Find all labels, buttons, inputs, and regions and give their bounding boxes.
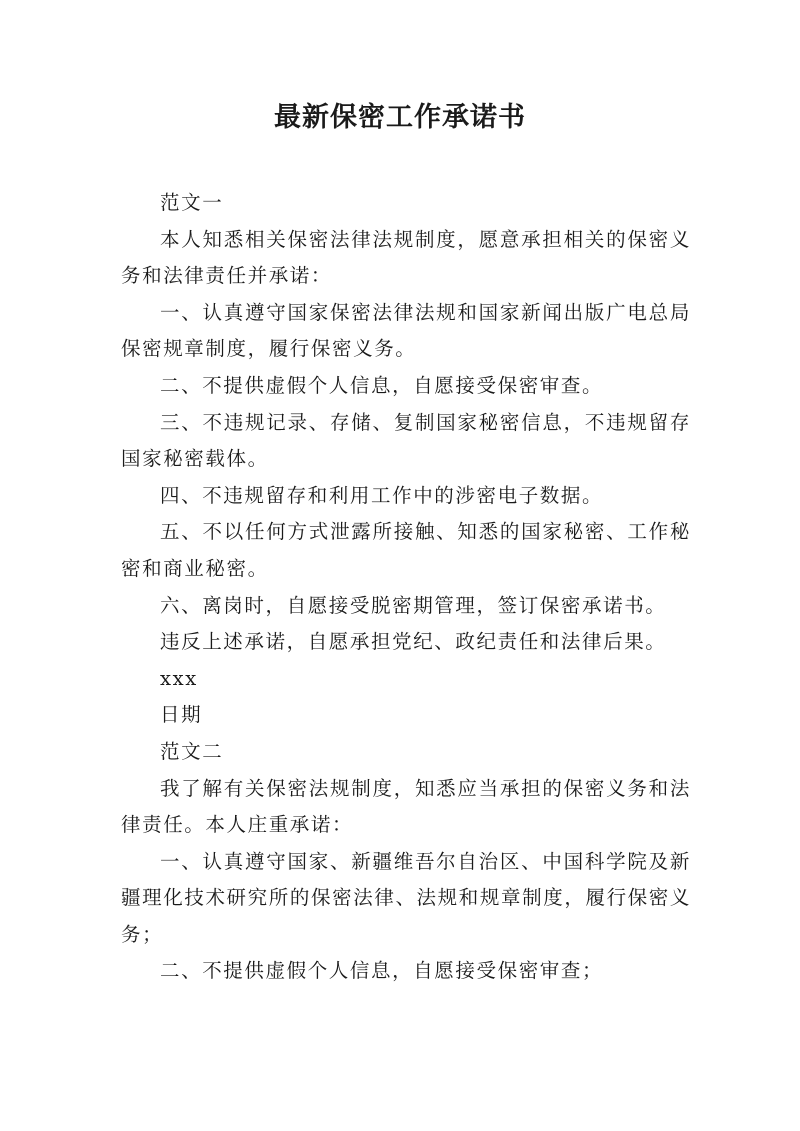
- commitment-item-6: 六、离岗时，自愿接受脱密期管理，签订保密承诺书。: [160, 593, 667, 617]
- section-heading-2: 范文二: [160, 739, 224, 763]
- commitment-item-3: 三、不违规记录、存储、复制国家秘密信息，不违规留存国家秘密载体。: [121, 410, 691, 471]
- commitment-item-2: 二、不提供虚假个人信息，自愿接受保密审查。: [160, 373, 604, 397]
- document-body: [121, 185, 691, 990]
- commitment-item-5: 五、不以任何方式泄露所接触、知悉的国家秘密、工作秘密和商业秘密。: [121, 520, 691, 580]
- signature-date: 日期: [160, 703, 203, 727]
- commitment-item-2-2: 二、不提供虚假个人信息，自愿接受保密审查；: [160, 959, 604, 983]
- commitment-item-2-1: 一、认真遵守国家、新疆维吾尔自治区、中国科学院及新疆理化技术研究所的保密法律、法规和规章制度，履行保密义务；: [121, 849, 691, 946]
- commitment-item-4: 四、不违规留存和利用工作中的涉密电子数据。: [160, 483, 604, 507]
- commitment-item-1: 一、认真遵守国家保密法律法规和国家新闻出版广电总局保密规章制度，履行保密义务。: [121, 300, 691, 361]
- intro-paragraph-1: 本人知悉相关保密法律法规制度，愿意承担相关的保密义务和法律责任并承诺：: [121, 227, 691, 288]
- signature-name: xxx: [160, 666, 198, 690]
- intro-paragraph-2: 我了解有关保密法规制度，知悉应当承担的保密义务和法律责任。本人庄重承诺：: [121, 776, 691, 837]
- document-title: 最新保密工作承诺书: [274, 102, 526, 133]
- section-heading-1: 范文一: [160, 191, 224, 214]
- closing-statement: 违反上述承诺，自愿承担党纪、政纪责任和法律后果。: [160, 630, 667, 654]
